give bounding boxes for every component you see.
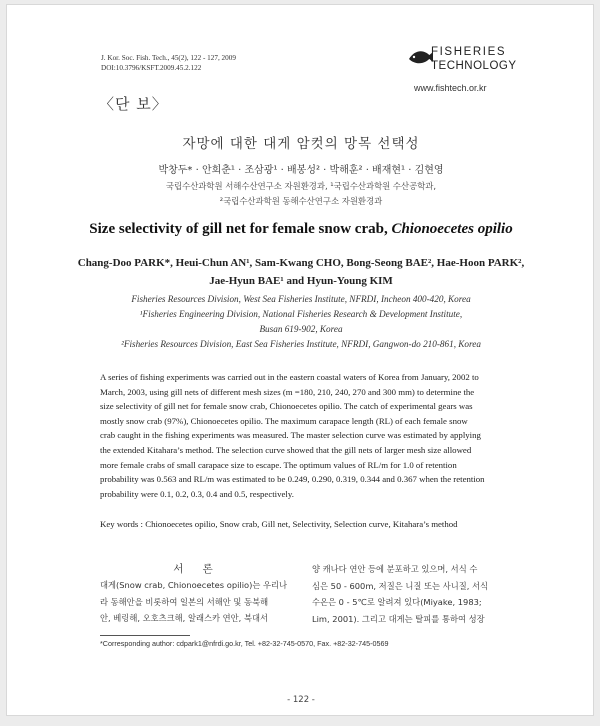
- korean-affiliation-1: 국립수산과학원 서해수산연구소 자원환경과, ¹국립수산과학원 수산공학과,: [165, 181, 437, 191]
- intro-line: 라 동해안을 비롯하여 일본의 서해안 및 동북해: [100, 596, 269, 607]
- english-title-text: Size selectivity of gill net for female snow crab,: [89, 221, 392, 237]
- abstract: [100, 370, 510, 501]
- intro-right-column: [312, 561, 512, 627]
- korean-authors: 박창두* · 안희춘¹ · 조삼광¹ · 배봉성² · 박해훈² · 배재현¹ · 김현영: [158, 165, 444, 176]
- abstract-line: probability were 0.1, 0.2, 0.3, 0.4 and 0.5, respectively.: [100, 488, 294, 499]
- logo-line1: FISHERIES: [431, 46, 507, 58]
- english-affiliation-1: Fisheries Resources Division, West Sea Fisheries Institute, NFRDI, Incheon 400-420, Korea: [131, 294, 471, 304]
- journal-doi: DOI:10.3796/KSFT.2009.45.2.122: [101, 64, 202, 72]
- intro-line: 심은 50 - 600m, 저질은 니질 또는 사니질, 서식: [312, 580, 489, 591]
- abstract-line: the extended Kitahara’s method. The selection curve showed that the gill nets of larger mesh size allowed: [100, 444, 472, 455]
- abstract-line: A series of fishing experiments was carried out in the eastern coastal waters of Korea from January, 2002 to: [100, 372, 479, 382]
- journal-reference: [101, 53, 236, 73]
- abstract-line: probability was 0.563 and RL/m was estimated to be 0.249, 0.290, 0.319, 0.344 and 0.367 when the retention: [100, 474, 485, 485]
- intro-line: 안, 베링해, 오호츠크해, 알래스카 연안, 북대서: [100, 613, 269, 624]
- english-title: [7, 221, 595, 238]
- footnote-divider: [100, 635, 190, 636]
- intro-line: Lim, 2001). 그리고 대게는 탈피를 통하여 성장: [312, 613, 485, 624]
- paper-page: [6, 4, 594, 716]
- introduction-heading: 서 론: [173, 563, 221, 575]
- section-label: 〈단 보〉: [99, 95, 168, 113]
- corresponding-author-footnote: *Corresponding author: cdpark1@nfrdi.go.kr, Tel. +82-32-745-0570, Fax. +82-32-745-0569: [100, 639, 389, 648]
- abstract-line: size selectivity of gill net for female snow crab, Chionoecetes opilio. The catch of experimental gears was: [100, 401, 473, 412]
- korean-title: 자망에 대한 대게 암컷의 망목 선택성: [182, 136, 420, 152]
- english-affiliation-4: ²Fisheries Resources Division, East Sea Fisheries Institute, NFRDI, Gangwon-do 210-861, Korea: [121, 339, 481, 349]
- abstract-line: March, 2003, using gill nets of different mesh sizes (m =180, 210, 240, 270 and 300 mm) to determine the: [100, 386, 475, 397]
- logo-line2: TECHNOLOGY: [431, 60, 517, 72]
- page-number: - 122 -: [287, 695, 315, 705]
- abstract-line: mostly snow crab (97%), Chionoecetes opilio. The maximum carapace length (RL) of each female snow: [100, 415, 468, 426]
- english-affiliation-3: Busan 619-902, Korea: [259, 324, 343, 334]
- journal-website[interactable]: www.fishtech.or.kr: [414, 83, 487, 93]
- abstract-line: crab caught in the fishing experiments was measured. The master selection curve was estimated by applying: [100, 430, 481, 441]
- english-affiliation-2: ¹Fisheries Engineering Division, National Fisheries Research & Development Institute,: [139, 309, 463, 319]
- intro-line: 수온은 0 - 5℃로 알려져 있다(Miyake, 1983;: [312, 597, 482, 608]
- english-authors-line-2: Jae-Hyun BAE¹ and Hyun-Young KIM: [209, 275, 393, 287]
- abstract-line: more female crabs of small carapace size to escape. The optimum values of RL/m for 1.0 of retention: [100, 459, 457, 470]
- journal-citation: J. Kor. Soc. Fish. Tech., 45(2), 122 - 127, 2009: [101, 54, 236, 62]
- english-authors-line-1: Chang-Doo PARK*, Heui-Chun AN¹, Sam-Kwang CHO, Bong-Seong BAE², Hae-Hoon PARK²,: [77, 257, 525, 269]
- intro-left-column: [100, 577, 300, 627]
- english-title-species: Chionoecetes opilio: [391, 221, 513, 237]
- intro-line: 대게(Snow crab, Chionoecetes opilio)는 우리나: [100, 580, 288, 590]
- keywords: Key words : Chionoecetes opilio, Snow crab, Gill net, Selectivity, Selection curve, Kitahara’s method: [100, 519, 458, 529]
- intro-line: 양 캐나다 연안 등에 분포하고 있으며, 서식 수: [312, 564, 478, 574]
- korean-affiliation-2: ²국립수산과학원 동해수산연구소 자원환경과: [219, 196, 383, 206]
